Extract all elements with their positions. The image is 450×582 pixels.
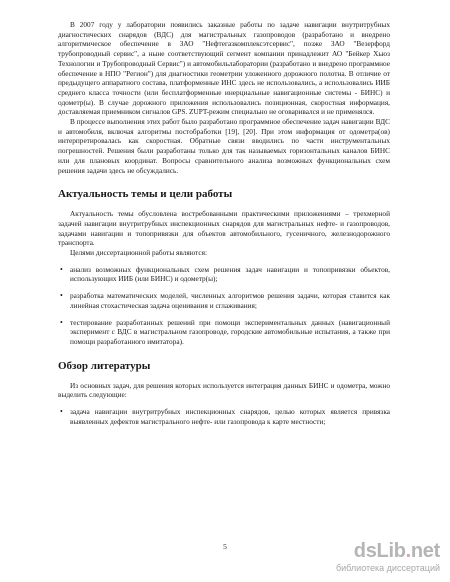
list-item [58,318,390,347]
goal-text: • анализ возможных функциональных схем решения задач навигации и топопривязки объектов, использующих ИИБ (или БИНС) и одометр(ы); [70,264,390,284]
watermark-logo: dsLib.net [353,540,440,562]
page-number: 5 [223,542,227,551]
goals-list [58,265,390,347]
goal-text: • разработка математических моделей, численных алгоритмов решения задачи, которая ставится как линейная стохастическая задача оценивания и сглаживания; [70,291,390,310]
watermark-caption: библиотека диссертаций [335,563,440,573]
page-content [58,20,390,427]
task-text: • задача навигации внутритрубных инспекционных снарядов, целью которых является привязка выявленных дефектов магистрального нефте- или газопровода к карте местности; [70,407,390,426]
list-item [58,265,390,284]
watermark [300,540,440,576]
section-heading-relevance: Актуальность темы и цели работы [58,188,233,201]
paragraph-literature-intro: Из основных задач, для решения которых используется интеграция данных БИНС и одометра, можно выделить следующие: [58,380,390,400]
paragraph-relevance: Актуальность темы обусловлена востребованными практическими приложениями – трехмерной задачей навигации внутритрубных инспекционных снарядов для магистральных нефте- и газопроводов, задачами навигации и топопривязки для объектов автомобильного, гусеничного, железнодорожного транспорта. [58,209,390,248]
tasks-list [58,407,390,426]
goal-text: • тестирование разработанных решений при помощи экспериментальных данных (навигационный эксперимент с ВДС в магистральном газопроводе, городские автомобильные испытания, а также при помощи разработанного имитатора). [70,317,390,346]
paragraph-history: В 2007 году у лаборатории появились заказные работы по задаче навигации внутритрубных диагностических снарядов (ВДС) для магистральных газопроводов (разработано и внедрено алгоритмическое обеспечение в ЗАО "Нефтегазкомплексэтсервис", позже ЗАО "Везерфорд трубопроводный сервис", а ныне соответствующий сегмент компании принадлежит АО "Бейкер Хьюз Технологии и Трубопроводный Сервис") и автомобильлаборатории (разработано и внедрено программное обеспечение в НПО "Регион") для диагностики геометрии уложенного дорожного полотна. В отличие от предыдущего аппаратного состава, платформенные ИНС здесь не использовались, а использовались ИИБ среднего класса точности (или бесплатформенные инерциальные навигационные системы - БИНС) и одометр(ы). В случае дорожного приложения использовались позиционная, скоростная информация, доставляемая приемником сигналов GPS. ZUPT-режим специально не оговаривался и не применялся. [58,20,390,117]
list-item [58,407,390,426]
section-heading-literature: Обзор литературы [58,359,151,372]
paragraph-software: В процессе выполнения этих работ было разработано программное обеспечение задач навигации ВДС и автомобиля, включая алгоритмы постобработки [19], [20]. При этом информация от одометра(ов) интерпретировалась как скоростная. Обратные связи вводились по части инструментальных погрешностей. Решения были разработаны только для так называемых горизонтальных каналов БИНС или для плановых координат. Вопросы сравнительного анализа возможных функциональных схем решения задачи здесь не обсуждались. [58,117,390,175]
list-item [58,291,390,310]
paragraph-goals-intro: Целями диссертационной работы являются: [70,248,208,258]
